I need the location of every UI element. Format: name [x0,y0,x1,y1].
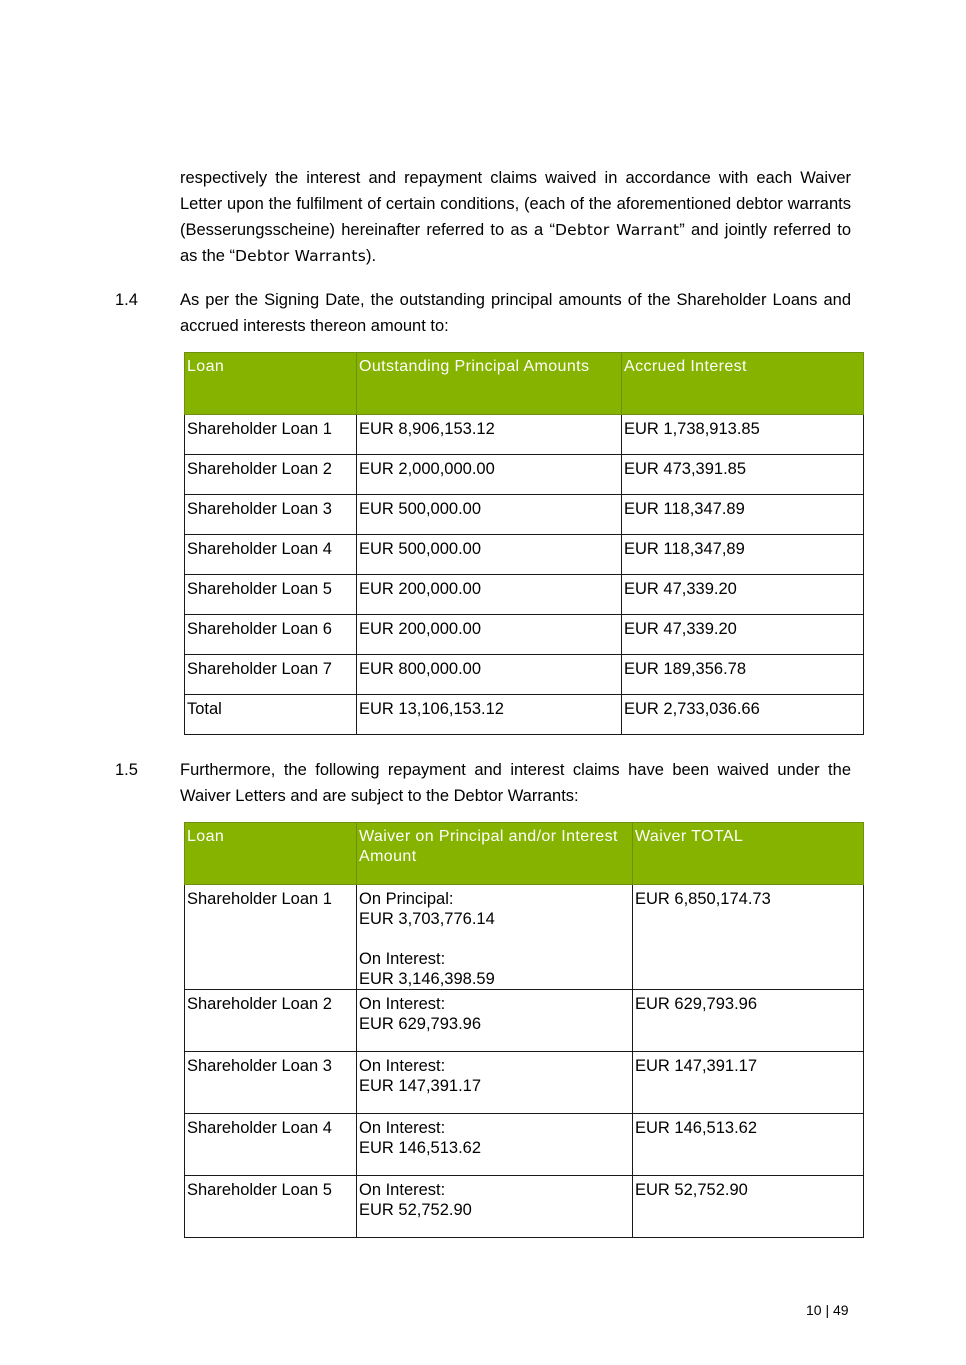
loan-cell: Shareholder Loan 3 [185,1052,357,1114]
table-cell: Shareholder Loan 3 [185,495,357,535]
loan-cell: Shareholder Loan 1 [185,885,357,990]
waiver-table [184,822,864,1238]
table-cell: EUR 800,000.00 [357,655,622,695]
waiver-line: On Interest: [359,1119,446,1137]
waiver-cell [357,1052,633,1114]
table-cell: EUR 13,106,153.12 [357,695,622,735]
waiver-cell [357,990,633,1052]
table-cell: EUR 500,000.00 [357,535,622,575]
column-header: Waiver on Principal and/or Interest Amount [357,823,633,885]
section-text-1-5: Furthermore, the following repayment and interest claims have been waived under the Waiver Letters and are subject to the Debtor Warrants: [180,761,851,805]
defined-term: Debtor Warrant [554,221,680,239]
table-cell: Shareholder Loan 4 [185,535,357,575]
table-row [185,615,864,655]
waiver-line [359,929,630,949]
waiver-line: On Interest: [359,950,446,968]
table-cell: EUR 1,738,913.85 [622,415,864,455]
table-cell: EUR 473,391.85 [622,455,864,495]
table-cell: Shareholder Loan 2 [185,455,357,495]
table-header-row [185,823,864,885]
table-row [185,885,864,990]
table-cell: EUR 8,906,153.12 [357,415,622,455]
total-cell: EUR 6,850,174.73 [633,885,864,990]
waiver-cell [357,1176,633,1238]
intro-text-segment: ” and jointly referred to as the “ [180,221,851,265]
total-cell: EUR 629,793.96 [633,990,864,1052]
total-cell: EUR 146,513.62 [633,1114,864,1176]
table-cell: Total [185,695,357,735]
column-header: Outstanding Principal Amounts [357,353,622,415]
column-header: Waiver TOTAL [633,823,864,885]
section-number-1-5: 1.5 [115,761,138,779]
defined-term: Debtor Warrants [235,247,366,265]
waiver-line: EUR 3,146,398.59 [359,970,495,988]
page-number: 10 | 49 [806,1302,849,1318]
table-row [185,575,864,615]
waiver-cell [357,1114,633,1176]
waiver-line: On Interest: [359,1181,446,1199]
table-row [185,655,864,695]
table-row [185,535,864,575]
table-cell: Shareholder Loan 5 [185,575,357,615]
table-cell: EUR 118,347.89 [622,495,864,535]
waiver-line: On Interest: [359,995,446,1013]
waiver-line: EUR 146,513.62 [359,1139,482,1157]
loan-cell: Shareholder Loan 4 [185,1114,357,1176]
table-header-row [185,353,864,415]
table-row [185,1052,864,1114]
table-cell: EUR 118,347,89 [622,535,864,575]
table-row [185,495,864,535]
intro-text-segment: respectively the interest and repayment claims waived in accordance with each Waiver Letter upon the fulfilment of certain conditions, (each of the aforementioned debtor warrants (Besserungsscheine) hereinafter referred to as a “ [180,169,851,239]
waiver-line: EUR 147,391.17 [359,1077,482,1095]
table-cell: Shareholder Loan 6 [185,615,357,655]
waiver-line: On Principal: [359,890,454,908]
column-header: Loan [185,353,357,415]
intro-paragraph [180,165,851,269]
waiver-line: EUR 52,752.90 [359,1201,472,1219]
waiver-cell [357,885,633,990]
waiver-line: On Interest: [359,1057,446,1075]
intro-text-segment: ). [365,247,377,265]
table-cell: Shareholder Loan 7 [185,655,357,695]
table-row [185,455,864,495]
table-cell: EUR 2,000,000.00 [357,455,622,495]
table-cell: EUR 189,356.78 [622,655,864,695]
table-row [185,695,864,735]
outstanding-amounts-table [184,352,864,735]
table-row [185,1176,864,1238]
total-cell: EUR 147,391.17 [633,1052,864,1114]
column-header: Accrued Interest [622,353,864,415]
table-row [185,990,864,1052]
waiver-line: EUR 3,703,776.14 [359,910,495,928]
table-cell: Shareholder Loan 1 [185,415,357,455]
section-text-1-4: As per the Signing Date, the outstanding principal amounts of the Shareholder Loans and accrued interests thereon amount to: [180,291,851,335]
table-row [185,1114,864,1176]
loan-cell: Shareholder Loan 5 [185,1176,357,1238]
total-cell: EUR 52,752.90 [633,1176,864,1238]
section-number-1-4: 1.4 [115,291,138,309]
table-cell: EUR 500,000.00 [357,495,622,535]
table-cell: EUR 2,733,036.66 [622,695,864,735]
waiver-line: EUR 629,793.96 [359,1015,482,1033]
table-cell: EUR 200,000.00 [357,575,622,615]
table-cell: EUR 200,000.00 [357,615,622,655]
loan-cell: Shareholder Loan 2 [185,990,357,1052]
column-header: Loan [185,823,357,885]
table-cell: EUR 47,339.20 [622,575,864,615]
table-row [185,415,864,455]
table-cell: EUR 47,339.20 [622,615,864,655]
